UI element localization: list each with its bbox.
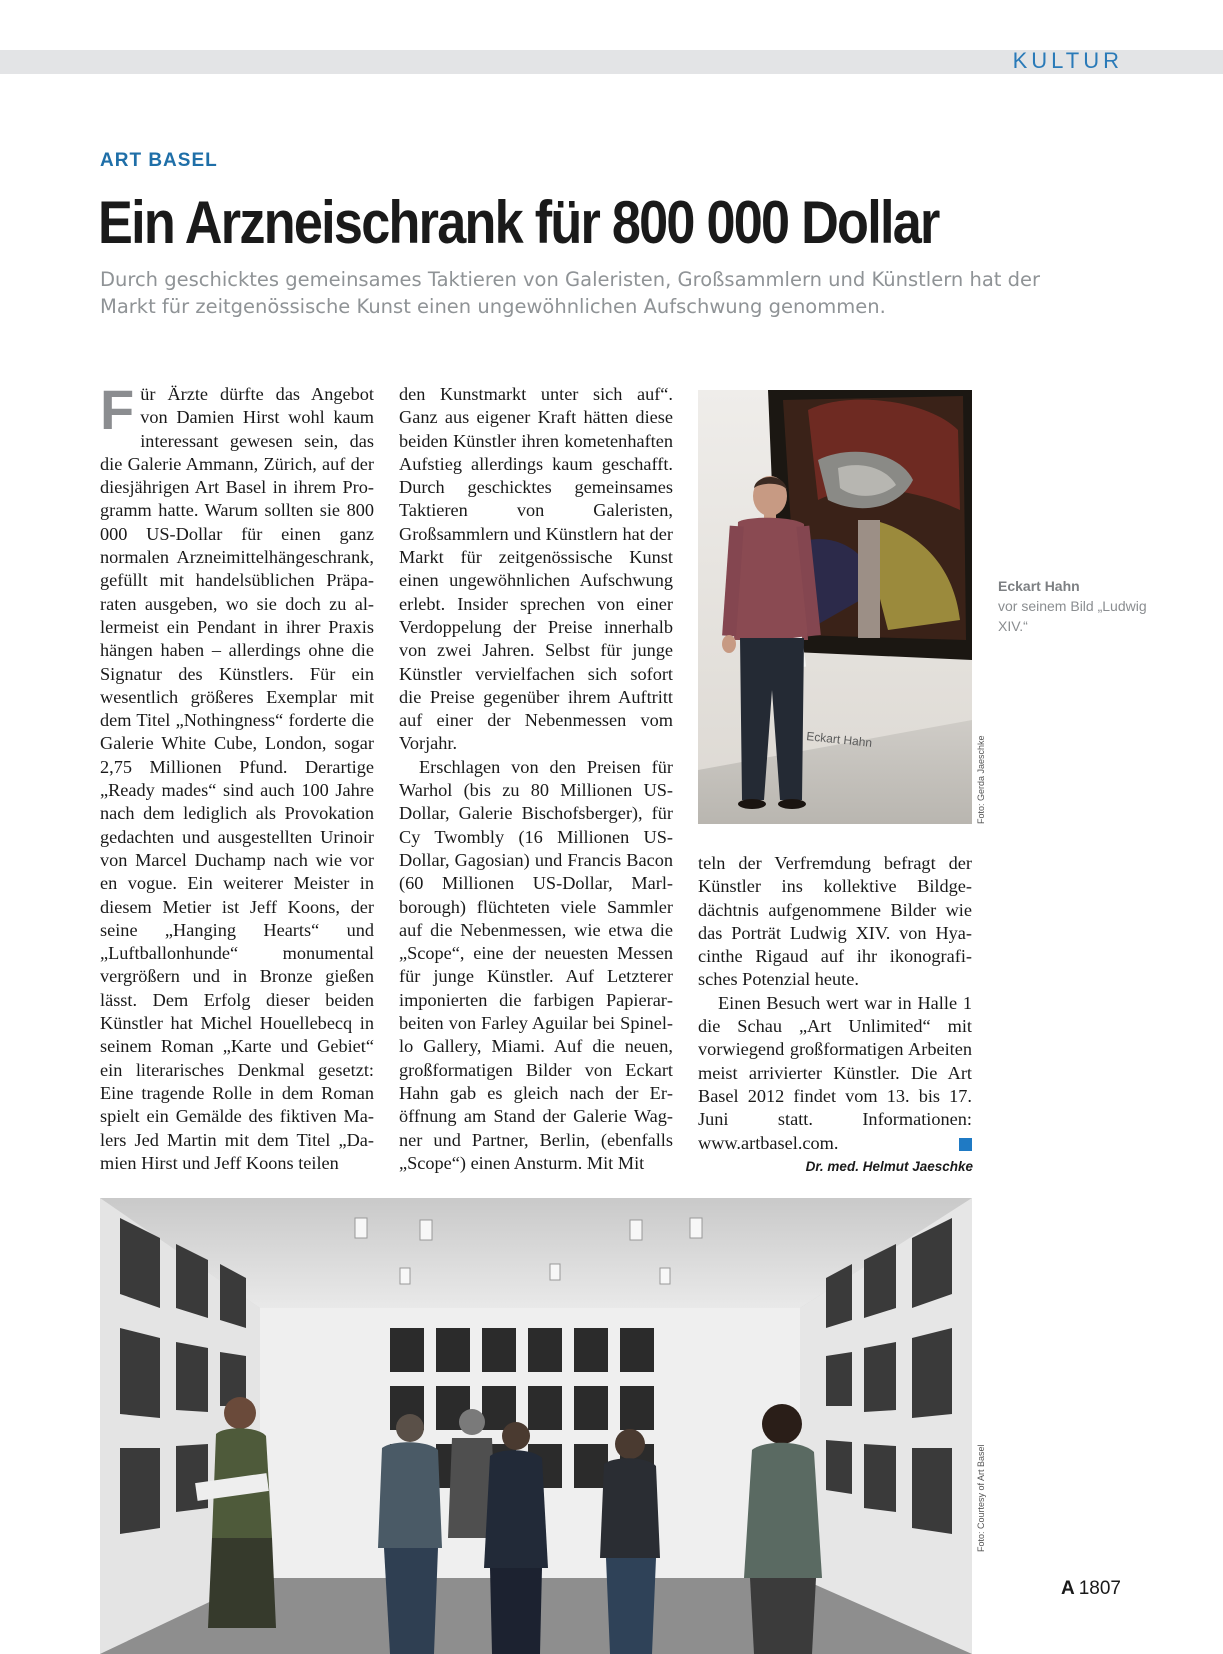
folio-letter: A xyxy=(1060,1578,1075,1599)
article-kicker: ART BASEL xyxy=(100,150,218,171)
photo-credit: Foto: Courtesy of Art Basel xyxy=(976,1444,986,1552)
gallery-photo xyxy=(100,1198,972,1654)
drop-cap: F xyxy=(100,378,135,441)
photo-sign-text: Eckart Hahn xyxy=(805,729,873,750)
paragraph xyxy=(698,992,972,1155)
artist-photo-illustration xyxy=(698,390,972,824)
article-dek: Durch geschicktes gemeinsames Taktieren von Galeristen, Großsammlern und Künstlern hat der Markt für zeitgenössische Kunst einen ungewöhnlichen Aufschwung genommen. xyxy=(100,268,1040,318)
paragraph: teln der Verfremdung befragt der Künstler ins kollektive Bildgedächtnis aufgenommene Bilder wie das Porträt Ludwig XIV. von Hyacinthe Rigaud auf ihr ikonografisches Potenzial heute. xyxy=(698,853,972,990)
end-mark-icon xyxy=(959,1138,972,1151)
photo-caption xyxy=(998,576,1178,636)
author-byline: Dr. med. Helmut Jaeschke xyxy=(805,1159,973,1174)
article-headline: Ein Arzneischrank für 800 000 Dollar xyxy=(98,189,939,256)
paragraph xyxy=(100,378,374,1175)
article-column-1 xyxy=(100,378,374,1175)
artist-photo xyxy=(698,390,972,824)
article-column-2 xyxy=(399,383,673,1175)
photo-credit: Foto: Gerda Jaeschke xyxy=(976,735,986,824)
caption-title: Eckart Hahn xyxy=(998,578,1080,594)
section-label: KULTUR xyxy=(1012,48,1123,73)
paragraph: den Kunstmarkt unter sich auf“. Ganz aus eigener Kraft hätten diese beiden Künstler ihren kometenhaften Aufstieg allerdings kaum geschafft. Durch geschicktes gemeinsames Taktieren von Galeristen, Großsammlern und Künstlern hat der Markt für zeitgenössische Kunst einen ungewöhnlichen Aufschwung erlebt. Insider sprechen von einer Verdoppelung der Preise innerhalb von zwei Jahren. Selbst für junge Künstler vervielfachen sich sofort die Preise gegenüber ihrem Auftritt auf einer der Nebenmessen vom Vorjahr. xyxy=(399,384,673,754)
paragraph-text: ür Ärzte dürfte das Angebot von Damien Hirst wohl kaum interessant gewesen sein, das die Galerie Ammann, Zürich, auf der diesjährigen Art Basel in ihrem Programm hatte. Warum sollten sie 800 000 US-Dollar für einen ganz normalen Arzneimittelhängeschrank, gefüllt mit handelsüblichen Präparaten ausgeben, wo sie doch zu allermeist ein Pendant in ihrer Praxis hängen haben – allerdings ohne die Signatur des Künstlers. Für ein wesentlich größeres Exemplar mit dem Titel „Nothingness“ forderte die Galerie White Cube, London, sogar 2,75 Millionen Pfund. Derartige „Ready mades“ sind auch 100 Jahre nach dem lediglich als Provokation gedachten und ausgestellten Urinoir von Marcel Duchamp nach wie vor en vogue. Ein weiterer Meister in diesem Metier ist Jeff Koons, der seine „Hanging Hearts“ und „Luftballonhunde“ monumental vergrößern und in Bronze gießen lässt. Dem Erfolg dieser beiden Künstler hat Michel Houellebecq in seinem Roman „Karte und Gebiet“ ein literarisches Denkmal gesetzt: Eine tragende Rolle in dem Roman spielt ein Gemälde des fiktiven Malers Jed Martin mit dem Titel „Damien Hirst und Jeff Koons teilen xyxy=(100,384,374,1173)
gallery-photo-illustration xyxy=(100,1198,972,1654)
page-folio xyxy=(1061,1578,1121,1600)
article-column-3 xyxy=(698,852,972,1155)
paragraph: Erschlagen von den Preisen für Warhol (bis zu 80 Millionen US-Dollar, Galerie Bischofsberger), für Cy Twombly (16 Millionen US-Dollar, Gagosian) und Francis Bacon (60 Millionen US-Dollar, Marlborough) flüchteten viele Sammler auf die Nebenmessen, wie etwa die „Scope“, eine der neuesten Messen für junge Künstler. Auf Letzterer imponierten die farbigen Papierarbeiten von Farley Aguilar bei Spinello Gallery, Miami. Auf die neuen, großformatigen Bilder von Eckart Hahn gab es gleich nach der Eröffnung am Stand der Galerie Wagner und Partner, Berlin, (ebenfalls „Scope“) einen Ansturm. Mit Mit xyxy=(399,756,673,1173)
caption-text: vor seinem Bild „Ludwig XIV.“ xyxy=(998,598,1147,634)
paragraph-text: Einen Besuch wert war in Halle 1 die Schau „Art Unlimited“ mit vorwiegend großformatigen Arbeiten meist arrivierter Künstler. Die Art Basel 2012 findet vom 13. bis 17. Juni statt. Informationen: www.artbasel.com. xyxy=(698,992,972,1153)
page-number: 1807 xyxy=(1078,1578,1121,1599)
